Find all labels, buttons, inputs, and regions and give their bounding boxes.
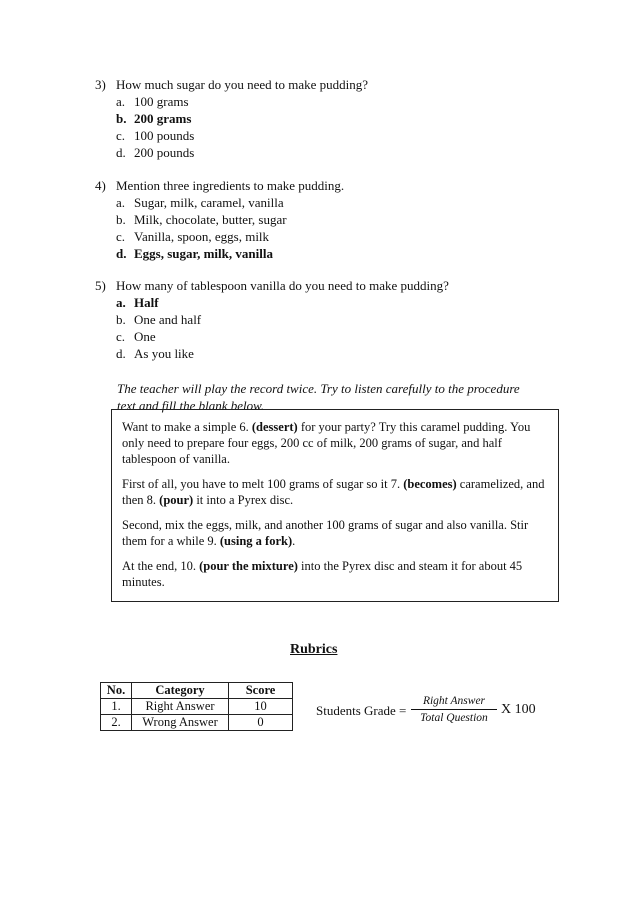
- question-4: [95, 177, 344, 262]
- cell-category: Right Answer: [132, 699, 229, 715]
- option-list: [116, 294, 449, 362]
- cell-score: 10: [229, 699, 293, 715]
- question-text: How many of tablespoon vanilla do you need to make pudding?: [116, 278, 449, 293]
- passage-paragraph-1: Want to make a simple 6. (dessert) for your party? Try this caramel pudding. You only need to prepare four eggs, 200 cc of milk, 200 grams of sugar, and half tablespoon of vanilla.: [122, 420, 531, 466]
- option-d: d. 200 pounds: [116, 145, 195, 160]
- passage-paragraph-2: First of all, you have to melt 100 grams of sugar so it 7. (becomes) caramelized, and then 8. (pour) it into a Pyrex disc.: [122, 477, 545, 507]
- answer-7: (becomes): [403, 477, 457, 491]
- passage-paragraph-4: At the end, 10. (pour the mixture) into the Pyrex disc and steam it for about 45 minutes.: [122, 559, 523, 589]
- header-score: Score: [229, 683, 293, 699]
- option-a: a. Sugar, milk, caramel, vanilla: [116, 195, 284, 210]
- table-row: [101, 715, 293, 731]
- option-b-correct: b. 200 grams: [116, 111, 192, 126]
- header-no: No.: [101, 683, 132, 699]
- rubrics-title: Rubrics: [290, 642, 338, 657]
- fraction-denominator: Total Question: [420, 712, 488, 724]
- listening-instruction: The teacher will play the record twice. Try to listen carefully to the procedure text and fill the blank below.: [117, 381, 520, 413]
- option-d: d. As you like: [116, 346, 194, 361]
- question-text: Mention three ingredients to make pudding.: [116, 178, 345, 193]
- option-d-correct: d. Eggs, sugar, milk, vanilla: [116, 246, 273, 261]
- grade-label: Students Grade =: [316, 703, 407, 718]
- option-a-correct: a. Half: [116, 295, 159, 310]
- table-row: [101, 699, 293, 715]
- answer-8: (pour): [159, 493, 194, 507]
- option-list: [116, 93, 368, 161]
- answer-9: (using a fork): [219, 534, 293, 548]
- question-number: 4): [95, 178, 106, 193]
- cell-score: 0: [229, 715, 293, 731]
- question-3: [95, 76, 368, 161]
- passage-box: [111, 409, 559, 602]
- option-c: c. One: [116, 329, 156, 344]
- option-c: c. Vanilla, spoon, eggs, milk: [116, 229, 270, 244]
- cell-no: 2.: [101, 715, 132, 731]
- option-c: c. 100 pounds: [116, 128, 195, 143]
- question-number: 5): [95, 278, 106, 293]
- fraction-numerator: Right Answer: [411, 695, 497, 710]
- rubrics-table: [100, 682, 293, 731]
- question-number: 3): [95, 77, 106, 92]
- cell-category: Wrong Answer: [132, 715, 229, 731]
- answer-6: (dessert): [251, 420, 298, 434]
- table-header-row: [101, 683, 293, 699]
- grade-fraction: [411, 695, 497, 724]
- question-text: How much sugar do you need to make pudding?: [116, 77, 369, 92]
- option-b: b. One and half: [116, 312, 202, 327]
- question-5: [95, 277, 449, 362]
- grade-multiplier: X 100: [501, 702, 536, 717]
- header-category: Category: [132, 683, 229, 699]
- option-b: b. Milk, chocolate, butter, sugar: [116, 212, 287, 227]
- cell-no: 1.: [101, 699, 132, 715]
- passage-paragraph-3: Second, mix the eggs, milk, and another 100 grams of sugar and also vanilla. Stir them for a while 9. (using a fork).: [122, 518, 529, 548]
- option-list: [116, 194, 344, 262]
- answer-10: (pour the mixture): [199, 559, 298, 573]
- option-a: a. 100 grams: [116, 94, 189, 109]
